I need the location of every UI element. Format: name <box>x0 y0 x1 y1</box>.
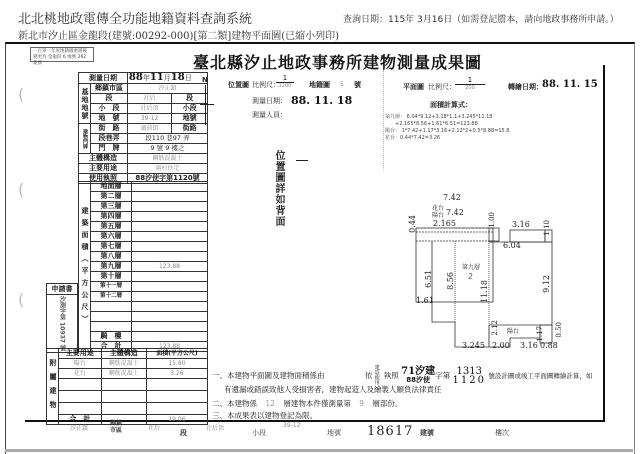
floor-area-value <box>132 182 208 192</box>
area-calc-title: 面積計算式： <box>430 101 472 109</box>
floor-label: 第二層 <box>91 192 132 202</box>
binding-mark: ( <box>18 290 25 309</box>
footer-building-no: 18617 <box>367 424 414 439</box>
total-label: 合 計 <box>91 342 132 352</box>
floor-area-value <box>132 292 208 302</box>
query-date: 查詢日期：115年 3月16日（如需登記謄本，請向地政事務所申請。） <box>343 15 619 25</box>
floor-area-value <box>132 222 208 232</box>
area-label: 建築面積（平方公尺） <box>79 182 91 352</box>
cadastral-sheet-suffix: 號 <box>354 81 361 89</box>
floor-plan-scale-label: 比例尺： <box>428 83 456 91</box>
floor-label: 第十一層 <box>91 282 132 292</box>
street-value: 湖前街 <box>127 124 171 134</box>
township-label: 鄉鎮市區 <box>91 84 128 94</box>
annex-use: 花台 <box>59 369 102 379</box>
floor-plan-outline <box>400 180 600 350</box>
applicant-table <box>46 283 78 353</box>
township-value: 汐止鎮 <box>127 84 207 94</box>
lot-label: 地 號 <box>91 114 128 124</box>
floor-plan-label: 平面圖 <box>403 83 424 91</box>
street-suffix: 街路 <box>172 124 208 134</box>
footer-lot-label: 地號 <box>327 429 341 437</box>
floor-area-value <box>132 212 208 222</box>
annex-area: 3.26 <box>146 369 207 379</box>
note-1: 一、本建物平面圖及建物面積係由 依 建造使用執照 71汐建 88汐使 字第 1313 1120 號設計圖或竣工平面圖轉繪計算，如 <box>212 365 593 386</box>
system-title: 北北桃地政電傳全功能地籍資料查詢系統 <box>18 12 253 27</box>
document-title: 臺北縣汐止地政事務所建物測量成果圖 <box>193 53 483 72</box>
balcony-label-lower: 陽台 <box>507 328 520 335</box>
floor-area-value <box>132 242 208 252</box>
annex-label: 附屬建物 <box>47 349 59 425</box>
footer-subsection-label: 小段 <box>252 429 266 437</box>
floor-area-value <box>132 192 208 202</box>
flower-bed-label: 花台 <box>432 205 445 212</box>
cadastral-sheet-value: 5 <box>340 81 344 88</box>
footer-township-value: 汐止鎮 <box>70 425 89 432</box>
location-scale: 1 1200 <box>276 74 294 89</box>
bottom-rule <box>5 449 633 452</box>
license-value: 88汐使字第1120號 <box>127 174 207 184</box>
annex-header-structure: 主體構造 <box>101 349 146 359</box>
floor-label: 第十層 <box>91 272 132 282</box>
annex-header-use: 主要用途 <box>59 349 102 359</box>
annex-structure: 鋼筋混凝土 <box>101 359 146 369</box>
surveyor-label: 測量人員： <box>252 111 287 119</box>
usage-value: 兩村住宅 <box>127 164 207 174</box>
usage-label: 主要用途 <box>79 164 128 174</box>
floor-label: 地面層 <box>91 182 132 192</box>
arcade-label: 騎 樓 <box>91 332 132 342</box>
section-label: 段 <box>91 94 128 104</box>
building-info-table <box>78 72 208 184</box>
section-value: 社后 <box>127 94 171 104</box>
floor-label: 第三層 <box>91 202 132 212</box>
location-map-label: 位置圖 <box>228 81 249 89</box>
annex-use: 陽台 <box>59 359 102 369</box>
section-divider <box>383 70 384 170</box>
number-label: 門 牌 <box>91 144 128 154</box>
applicant-value: 汐測字第 10937 號 <box>47 295 78 353</box>
floor-label: 第四層 <box>91 212 132 222</box>
note-2: 二、本建物係 12 層建物本件僅測量第 9 層部份。 <box>212 399 403 408</box>
doorplate-label: 建物門牌 <box>79 124 91 154</box>
location-map-note: 位置圖詳如背面 <box>273 150 284 227</box>
floor-label: 第八層 <box>91 252 132 262</box>
lot-value: 39-12 <box>127 114 171 124</box>
floor-area-value <box>132 232 208 242</box>
survey-date-label: 測量日期 <box>79 73 128 84</box>
applicant-label: 申請書 <box>47 284 78 295</box>
survey-date-value: 88年11月18日 <box>127 73 207 84</box>
annex-structure: 鋼筋混凝土 <box>101 369 146 379</box>
annex-total-label: 合 計 <box>59 415 102 425</box>
floor-area-value <box>132 252 208 262</box>
lane-label: 段巷弄 <box>91 134 128 144</box>
structure-label: 主體構造 <box>79 154 128 164</box>
floor-area-value <box>132 202 208 212</box>
floor-9-label: 第九層 <box>462 264 481 271</box>
base-lot-label: 基地地號 <box>79 84 91 124</box>
location-scale-label: 比例尺： <box>252 81 280 89</box>
subsection-label: 小 段 <box>91 104 128 114</box>
document-subtitle: 新北市汐止區金龍段(建號:00292-000)[第二類]建物平面圖(已縮小列印) <box>18 31 340 42</box>
floor-number: 2 <box>468 272 474 281</box>
cadastral-sheet-label: 地籍圖 <box>309 81 330 89</box>
location-survey-date: 88. 11. 18 <box>291 94 353 107</box>
dash-mark <box>296 160 308 161</box>
footer-lot-value: 39-12 <box>283 422 301 429</box>
north-arrow-icon: N <box>200 76 212 126</box>
draw-date-label: 轉繪日期： <box>508 83 543 91</box>
floor-area-value <box>132 282 208 292</box>
location-survey-date-label: 測量日期： <box>252 97 287 105</box>
floor-area-value <box>132 272 208 282</box>
structure-value: 鋼筋混凝土 <box>127 154 207 164</box>
street-label: 街 路 <box>91 124 128 134</box>
floor-label: 第十二層 <box>91 292 132 302</box>
license-label: 使用執照 <box>79 174 128 184</box>
note-1-cont: 有遺漏或錯誤致他人受損害者，建物起造人及繪製人願負法律責任 <box>224 385 442 394</box>
footer-section-label: 段 <box>180 429 187 437</box>
subsection-suffix: 小段 <box>172 104 208 114</box>
subsection-value: 社后頂 <box>127 104 171 114</box>
footer-section-value: 社后 <box>148 425 161 432</box>
lane-value: 段110 巷97 弄 <box>127 134 207 144</box>
number-value: 9 號 9 樓之 <box>127 144 207 154</box>
annex-area: 15.80 <box>146 359 207 369</box>
floor-label: 第七層 <box>91 242 132 252</box>
footer-subsection-value: 社后頂 <box>206 425 225 432</box>
renumber-stamp: 一百零一年度地籍圖重測後變更為 金龍段 6 地號 292 建號 <box>30 47 94 62</box>
draw-date: 88. 11. 15 <box>542 79 598 90</box>
floor-label: 第五層 <box>91 222 132 232</box>
total-area-value: 123.88 <box>132 342 208 352</box>
binding-mark: ( <box>18 180 25 199</box>
footer-township-label: 鄉鎮市區 <box>110 420 123 434</box>
floor-area-table <box>78 181 208 352</box>
balcony-label: 陽台 <box>432 212 445 219</box>
annex-building-table <box>46 348 208 425</box>
floor-label: 第六層 <box>91 232 132 242</box>
lot-suffix: 地號 <box>172 114 208 124</box>
footer-floor-label: 樓次 <box>495 429 509 437</box>
footer-building-label: 建號 <box>420 429 434 437</box>
floor-label: 第九層 <box>91 262 132 272</box>
annex-total-value: 19.06 <box>146 415 207 425</box>
annex-header-area: 面積(平方公尺) <box>146 349 207 359</box>
section-suffix: 段 <box>172 94 208 104</box>
floor-plan-scale: 1 200 <box>455 76 485 91</box>
binding-mark: ( <box>18 85 25 104</box>
floor-area-value: 123.88 <box>132 262 208 272</box>
note-3: 三、本成果表以建物登記為限。 <box>212 411 317 420</box>
area-calc-formulas: 第九層： 6.04*9.12+3.18*1.1+3.245*11.18 +2.165*8.56+1.61*6.51=123.88 陽台： 1*7.42+1.17*3.16+2.12*2+0.5*8.88=15.8 花台：0.44*7.42=3.26 <box>385 114 510 141</box>
